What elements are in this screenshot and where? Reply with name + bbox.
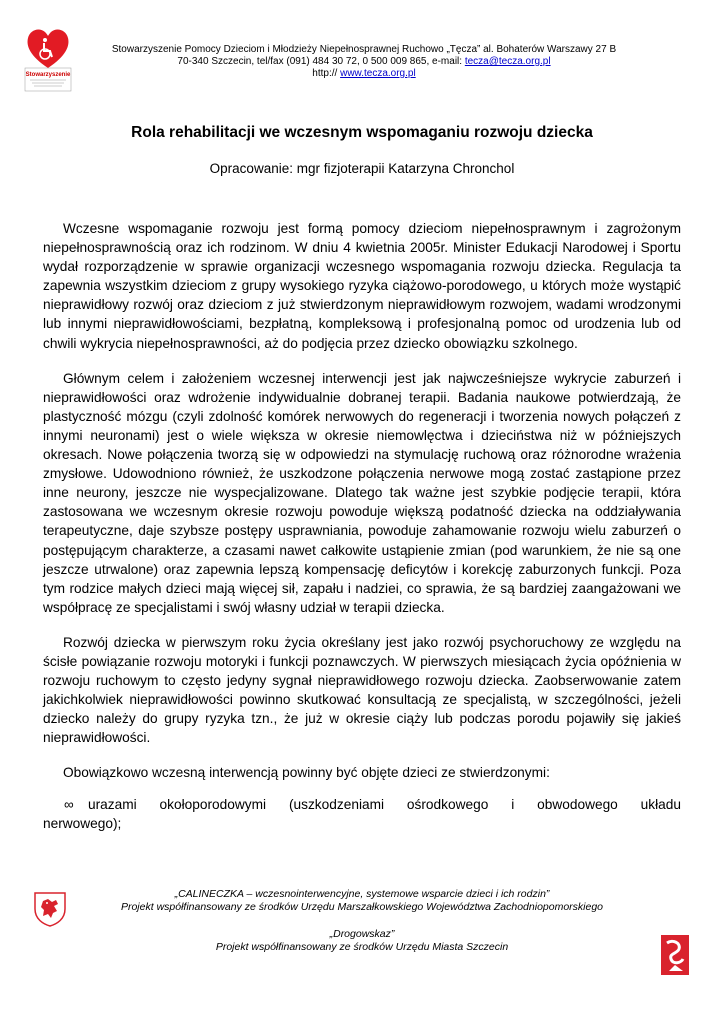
- footer-funding-line-2: Projekt współfinansowany ze środków Urzędu Miasta Szczecin: [215, 941, 509, 953]
- document-body: [43, 219, 681, 833]
- organization-header: [84, 44, 644, 80]
- footer-project-name: „CALINECZKA – wczesnointerwencyjne, systemowe wsparcie dzieci i ich rodzin”: [174, 888, 550, 900]
- list-item-continuation: nerwowego);: [43, 815, 122, 831]
- email-link[interactable]: tecza@tecza.org.pl: [464, 56, 551, 67]
- paragraph: Rozwój dziecka w pierwszym roku życia określany jest jako rozwój psychoruchowy ze względu na ścisłe powiązanie rozwoju motoryki i funkcji poznawczych. W pierwszych miesiącach życia opóźnienia w rozwoju ruchowym to często jedyny sygnał nieprawidłowego rozwoju dziecka. Zaobserwowanie zatem jakichkolwiek nieprawidłowości powinno skutkować konsultacją ze specjalistą, w szczególności, jeżeli dziecko należy do grupy ryzyka tzn., że już w okresie ciąży lub podczas porodu pojawiły się jakieś nieprawidłowości.: [43, 634, 681, 746]
- logo-text: Stowarzyszenie: [25, 72, 71, 78]
- website-link[interactable]: www.tecza.org.pl: [340, 68, 416, 79]
- tecza-logo: [24, 24, 72, 92]
- list-item: [43, 795, 681, 814]
- list-item-text: urazami okołoporodowymi (uszkodzeniami ośrodkowego i obwodowego układu: [88, 796, 681, 812]
- footer-project-name-2: „Drogowskaz”: [329, 928, 395, 940]
- document-title: Rola rehabilitacji we wczesnym wspomaganiu rozwoju dziecka: [131, 124, 593, 141]
- footer-funding-line: Projekt współfinansowany ze środków Urzędu Marszałkowskiego Województwa Zachodniopomorskiego: [120, 901, 604, 913]
- org-address-line: Stowarzyszenie Pomocy Dzieciom i Młodzieży Niepełnosprawnej Ruchowo „Tęcza” al. Bohaterów Warszawy 27 B: [111, 44, 617, 55]
- paragraph: Wczesne wspomaganie rozwoju jest formą pomocy dzieciom niepełnosprawnym i zagrożonym niepełnosprawnością oraz ich rodzinom. W dniu 4 kwietnia 2005r. Minister Edukacji Narodowej i Sportu wydał rozporządzenie w sprawie organizacji wczesnego wspomagania rozwoju dziecka. Regulacja ta zapewnia wszystkim dzieciom z grupy wysokiego ryzyka ciążowo-porodowego, u których może wystąpić nieprawidłowy rozwój oraz dzieciom z już stwierdzonym nieprawidłowym rozwojem, wadami wrodzonymi lub innymi nieprawidłowościami, bezpłatną, kompleksową i profesjonalną pomoc od urodzenia lub od chwili wykrycia niepełnosprawności, aż do podjęcia przez dziecko obowiązku szkolnego.: [43, 221, 681, 351]
- paragraph: Głównym celem i założeniem wczesnej interwencji jest jak najwcześniejsze wykrycie zaburzeń i nieprawidłowości oraz wdrożenie indywidualnie dobranej terapii. Badania naukowe potwierdzają, że plastyczność mózgu (czyli zdolność komórek nerwowych do regeneracji i tworzenia nowych połączeń z innymi neuronami) jest o wiele większa w okresie niemowlęctwa i dzieciństwa niż w późniejszych okresach. Nowe połączenia tworzą się w odpowiedzi na stymulację ruchową oraz różnorodne wrażenia zmysłowe. Udowodniono również, że uszkodzone połączenia nerwowe mogą zostać zastąpione przez inne neurony, jeszcze nie wyspecjalizowane. Dlatego tak ważne jest szybkie podjęcie terapii, która zastosowana we wczesnym okresie rozwoju powoduje większą podatność dziecka na oddziaływania terapeutyczne, daje szybsze postępy usprawniania, powoduje zahamowanie rozwoju wielu zaburzeń o postępującym charakterze, a czasami nawet całkowite ustąpienie zmian (pod warunkiem, że nie są one jeszcze utrwalone) oraz zapewnia lepszą kompensację deficytów i korekcję zaburzonych funkcji. Poza tym rodzice małych dzieci mają więcej sił, zapału i nadziei, co sprawia, że są bardziej zaangażowani we współpracę ze specjalistami i swój własny udział w terapii dziecka.: [43, 370, 681, 615]
- footer: [0, 888, 724, 954]
- org-contact-line: 70-340 Szczecin, tel/fax (091) 484 30 72, 0 500 009 865, e-mail: tecza@tecza.org.pl: [177, 56, 551, 67]
- bullet-mark: ∞: [64, 796, 74, 812]
- szczecin-logo-icon: [661, 935, 689, 975]
- list-intro: Obowiązkowo wczesną interwencją powinny być objęte dzieci ze stwierdzonymi:: [63, 765, 550, 781]
- document-author: Opracowanie: mgr fizjoterapii Katarzyna Chronchol: [209, 161, 515, 176]
- org-website-line: http:// www.tecza.org.pl: [312, 68, 416, 79]
